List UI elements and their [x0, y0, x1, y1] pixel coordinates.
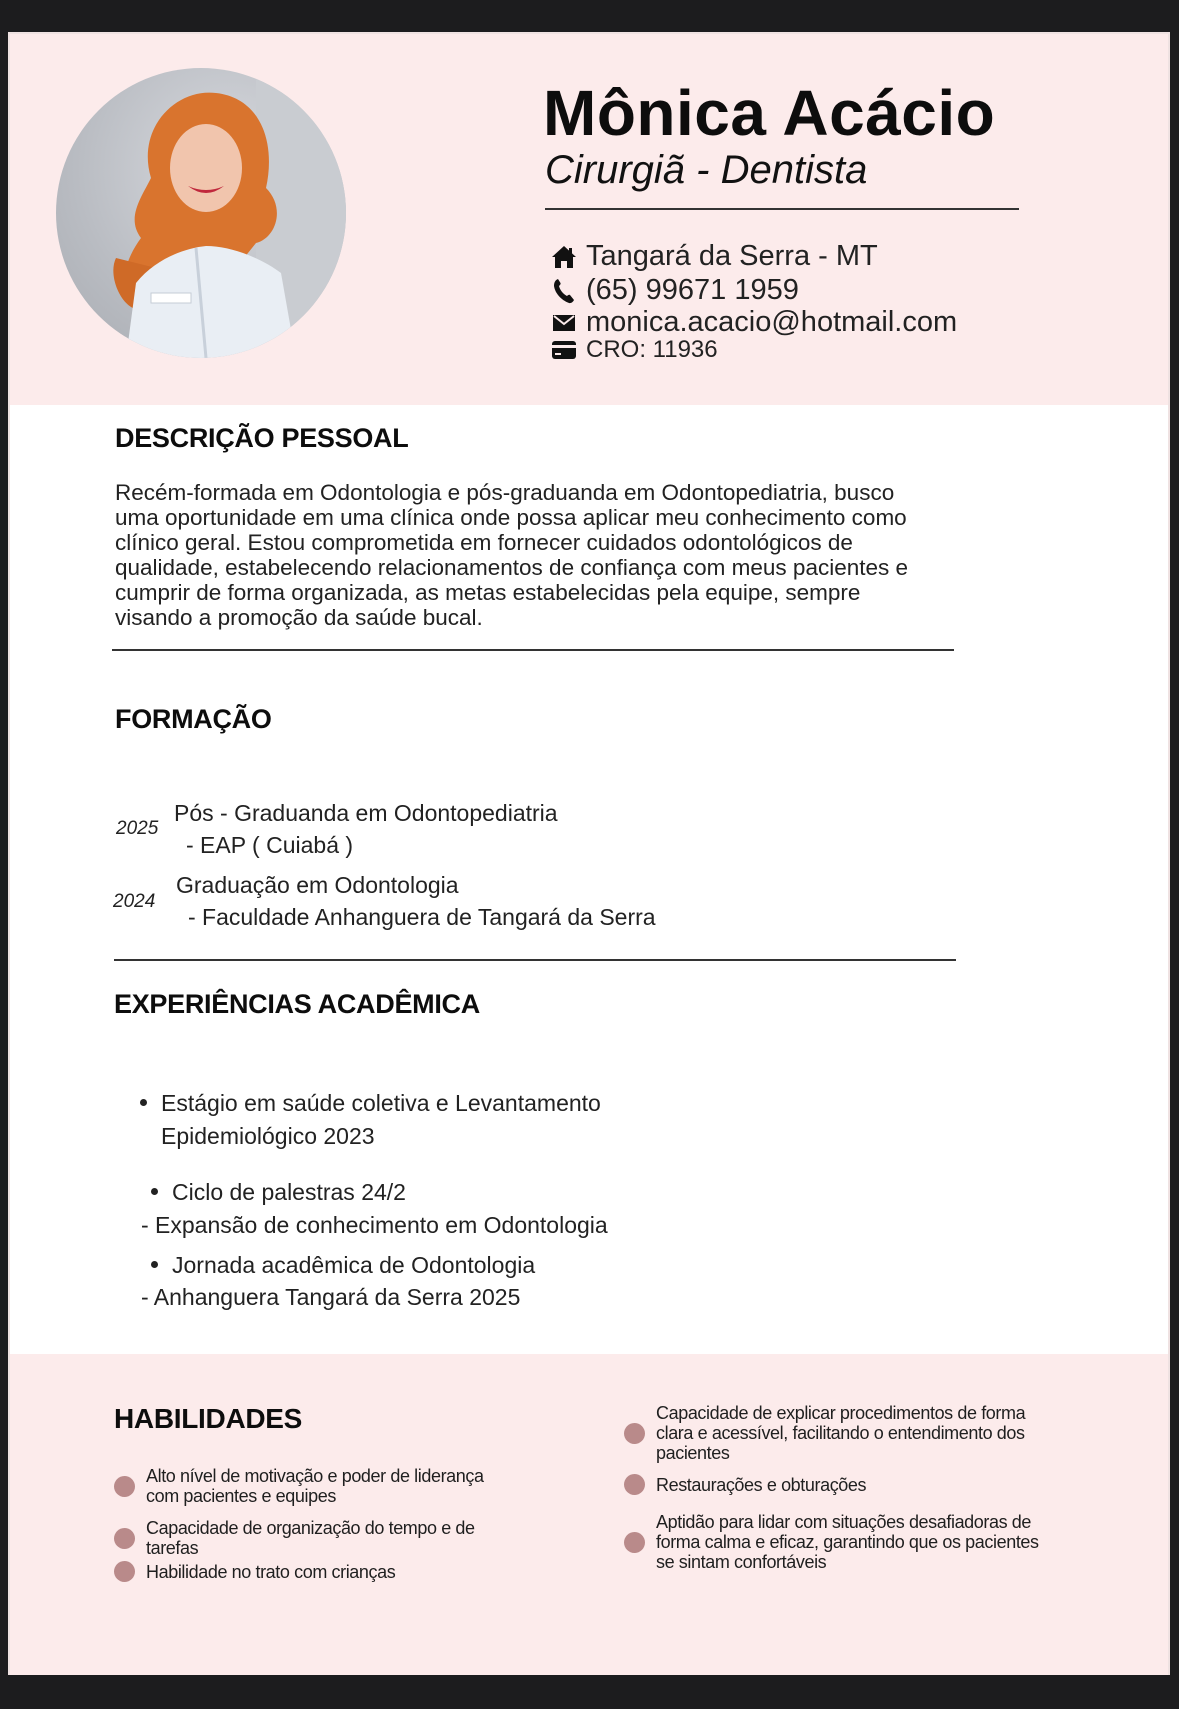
skill-item	[114, 1466, 494, 1506]
education-course: Graduação em Odontologia	[176, 872, 459, 898]
skill-item	[624, 1512, 1044, 1572]
home-icon	[550, 245, 578, 269]
location-text: Tangará da Serra - MT	[586, 240, 878, 272]
description-text: Recém-formada em Odontologia e pós-graduanda em Odontopediatria, busco uma oportunidade em uma clínica onde possa aplicar meu conhecimento como clínico geral. Estou comprometida em fornecer cuidados odontológicos de qualidade, estabelecendo relacionamentos de confiança com meus pacientes e cumprir de forma organizada, as metas estabelecidas pela equipe, sempre visando a promoção da saúde bucal.	[115, 480, 909, 630]
contact-phone[interactable]	[550, 274, 799, 307]
skill-text: Aptidão para lidar com situações desafiadoras de forma calma e eficaz, garantindo que os pacientes se sintam confortáveis	[656, 1512, 1039, 1572]
experience-item	[151, 1179, 406, 1206]
experience-title-continued: Epidemiológico 2023	[161, 1123, 375, 1149]
portrait-illustration	[56, 68, 346, 358]
experience-heading: EXPERIÊNCIAS ACADÊMICA	[114, 989, 480, 1019]
education-year: 2024	[113, 891, 156, 912]
section-divider	[114, 959, 956, 961]
phone-icon	[550, 278, 578, 304]
bullet-icon	[624, 1474, 645, 1495]
skill-item	[114, 1518, 494, 1558]
description-heading: DESCRIÇÃO PESSOAL	[115, 423, 409, 453]
skills-band	[10, 1354, 1168, 1675]
skills-heading: HABILIDADES	[114, 1403, 303, 1434]
skill-item	[624, 1474, 1044, 1495]
cro-text: CRO: 11936	[586, 336, 718, 363]
contact-location	[550, 240, 878, 273]
education-course: Pós - Graduanda em Odontopediatria	[174, 800, 558, 826]
candidate-role: Cirurgiã - Dentista	[545, 148, 868, 192]
header-band	[10, 34, 1168, 405]
bullet-icon	[140, 1099, 147, 1106]
header-divider	[545, 208, 1019, 210]
education-heading: FORMAÇÃO	[115, 704, 272, 734]
profile-photo	[56, 68, 346, 358]
experience-detail: - Expansão de conhecimento em Odontologia	[141, 1212, 608, 1238]
skill-text: Capacidade de explicar procedimentos de forma clara e acessível, facilitando o entendimento dos pacientes	[656, 1403, 1026, 1463]
education-institution: - Faculdade Anhanguera de Tangará da Serra	[188, 904, 656, 930]
section-divider	[112, 649, 954, 651]
skill-text: Restaurações e obturações	[656, 1474, 867, 1495]
education-institution: - EAP ( Cuiabá )	[186, 832, 354, 858]
education-year: 2025	[116, 818, 159, 839]
bullet-icon	[114, 1561, 135, 1582]
skill-item	[624, 1403, 1044, 1463]
contact-cro	[550, 336, 718, 364]
skill-text: Alto nível de motivação e poder de liderança com pacientes e equipes	[146, 1466, 484, 1506]
skill-text: Capacidade de organização do tempo e de tarefas	[146, 1518, 475, 1558]
bullet-icon	[151, 1261, 158, 1268]
bullet-icon	[151, 1188, 158, 1195]
experience-item	[151, 1252, 535, 1279]
phone-text[interactable]: (65) 99671 1959	[586, 274, 799, 306]
experience-title: Estágio em saúde coletiva e Levantamento	[161, 1090, 601, 1116]
experience-detail: - Anhanguera Tangará da Serra 2025	[141, 1284, 521, 1310]
mail-icon	[550, 315, 578, 331]
experience-title: Jornada acadêmica de Odontologia	[172, 1252, 536, 1278]
email-link[interactable]: monica.acacio@hotmail.com	[586, 306, 958, 338]
bullet-icon	[114, 1528, 135, 1549]
skill-item	[114, 1561, 494, 1582]
experience-item	[140, 1090, 601, 1117]
resume-page	[8, 32, 1170, 1675]
bullet-icon	[114, 1476, 135, 1497]
bullet-icon	[624, 1532, 645, 1553]
experience-title: Ciclo de palestras 24/2	[172, 1179, 406, 1205]
bullet-icon	[624, 1423, 645, 1444]
candidate-name: Mônica Acácio	[543, 77, 996, 149]
contact-email[interactable]	[550, 306, 957, 339]
id-card-icon	[550, 341, 578, 359]
skill-text: Habilidade no trato com crianças	[146, 1561, 396, 1582]
